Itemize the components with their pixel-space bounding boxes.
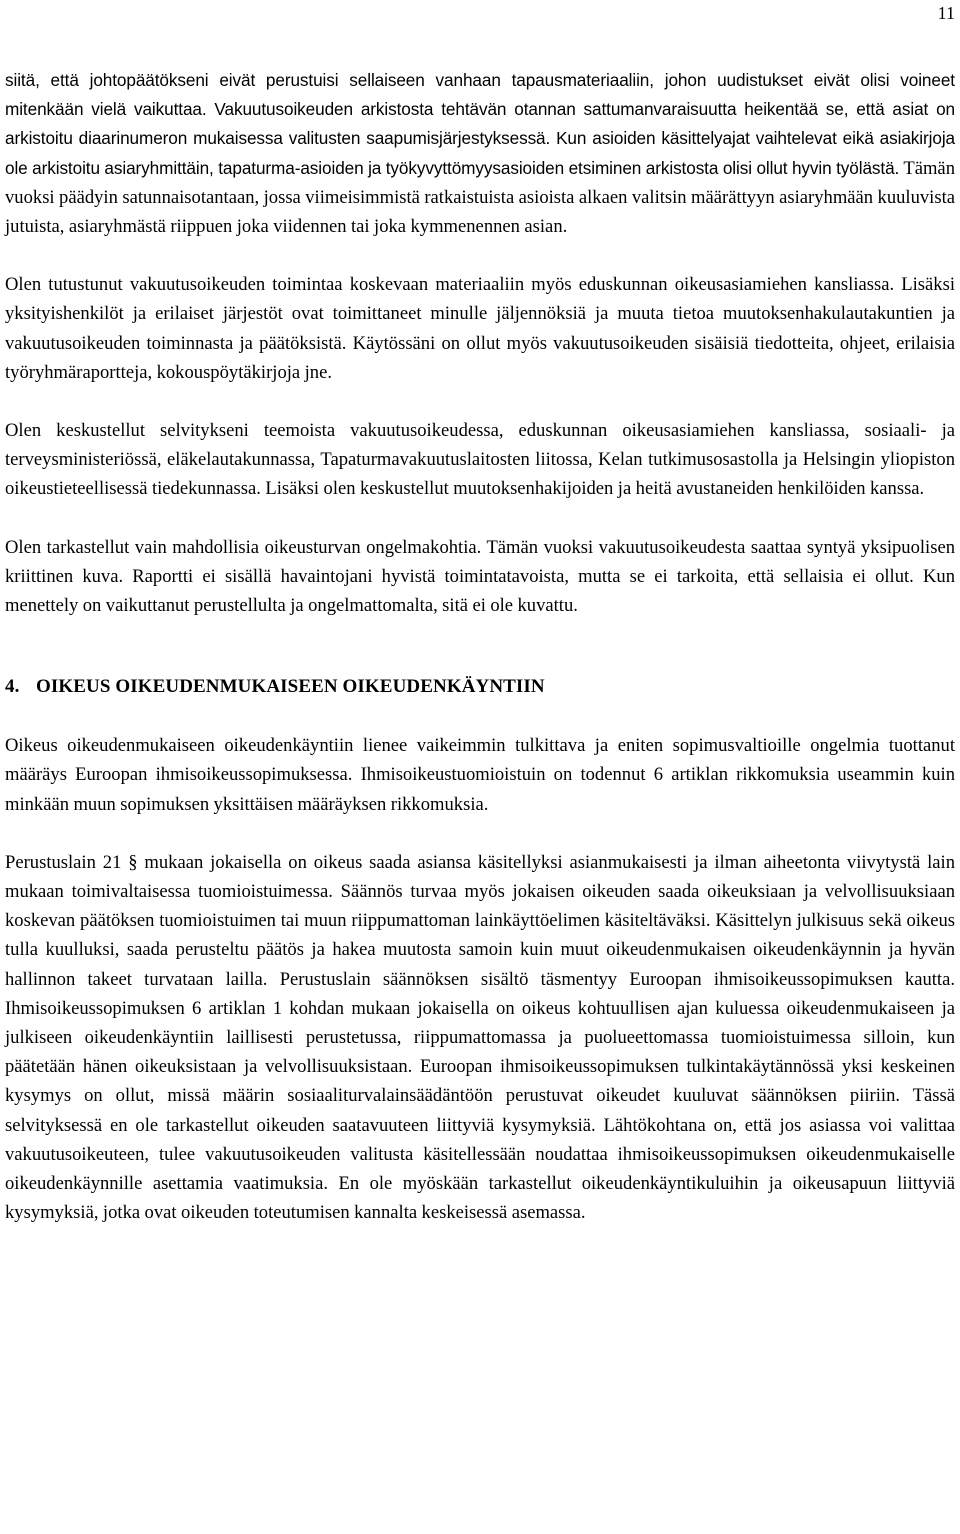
section-heading: [5, 672, 955, 702]
paragraph-gap: [5, 241, 955, 270]
paragraph-constitution-21: Perustuslain 21 § mukaan jokaisella on oikeus saada asiansa käsitellyksi asianmukaisesti ja ilman aiheetonta viivytystä lain mukaan toimivaltaisessa tuomioistuimessa. Säännös turvaa myös jokaisen oikeuden saada oikeuksiaan ja velvollisuuksiaan koskevan päätöksen tuomioistuimen tai muun riippumattoman lainkäyttöelimen käsiteltäväksi. Käsittelyn julkisuus sekä oikeus tulla kuulluksi, saada perusteltu päätös ja hakea muutosta samoin kuin muut oikeudenmukaisen oikeudenkäynnin ja hyvän hallinnon takeet turvataan lailla. Perustuslain säännöksen sisältö täsmentyy Euroopan ihmisoikeussopimuksen kautta. Ihmisoikeussopimuksen 6 artiklan 1 kohdan mukaan jokaisella on oikeus kohtuullisen ajan kuluessa oikeudenmukaiseen ja julkiseen oikeudenkäyntiin laillisesti perustetussa, riippumattomassa ja puolueettomassa tuomioistuimessa silloin, kun päätetään hänen oikeuksistaan ja velvollisuuksistaan. Euroopan ihmisoikeussopimuksen tulkintakäytännössä yksi keskeinen kysymys on ollut, missä määrin sosiaaliturvalainsäädäntöön perustuvat oikeudet kuuluvat säännöksen piiriin. Tässä selvityksessä en ole tarkastellut oikeuden saatavuuteen liittyviä kysymyksiä. Lähtökohtana on, että jos asiassa voi valittaa vakuutusoikeuteen, tulee vakuutusoikeuden valitusta käsitellessään noudattaa ihmisoikeussopimuksen oikeudenmukaiselle oikeudenkäynnille asettamia vaatimuksia. En ole myöskään tarkastellut oikeudenkäyntikuluihin ja oikeusapuun liittyviä kysymyksiä, jotka ovat oikeuden toteutumisen kannalta keskeisessä asemassa.: [5, 851, 955, 1224]
paragraph-sampling-method-serif-text: Tämän vuoksi päädyin satunnaisotantaan, jossa viimeisimmistä ratkaistuista asioista alkaen valitsin määrättyyn asiaryhmään kuuluvista jutuista, asiaryhmästä riippuen joka viidennen tai joka kymmenennen asian.: [5, 157, 956, 238]
paragraph-scope-limits: Olen tarkastellut vain mahdollisia oikeusturvan ongelmakohtia. Tämän vuoksi vakuutusoikeudesta saattaa syntyä yksipuolisen kriittinen kuva. Raportti ei sisällä havaintojani hyvistä toimintatavoista, mutta se ei tarkoita, että sellaisia ei ollut. Kun menettely on vaikuttanut perustellulta ja ongelmattomalta, sitä ei ole kuvattu.: [5, 536, 955, 617]
paragraph-fair-trial-intro: Oikeus oikeudenmukaiseen oikeudenkäyntiin lienee vaikeimmin tulkittava ja eniten sopimusvaltioille ongelmia tuottanut määräys Euroopan ihmisoikeussopimuksessa. Ihmisoikeustuomioistuin on todennut 6 artiklan rikkomuksia useammin kuin minkään muun sopimuksen yksittäisen määräyksen rikkomuksia.: [5, 735, 955, 815]
paragraph-sampling-method-sans-text: siitä, että johtopäätökseni eivät perustuisi sellaiseen vanhaan tapausmateriaaliin, johon uudistukset eivät olisi voineet mitenkään vielä vaikuttaa. Vakuutusoikeuden arkistosta tehtävän otannan sattumanvaraisuutta heikentää se, että asiat on arkistoitu diaarinumeron mukaisessa valitusten saapumisjärjestyksessä. Kun asioiden käsittelyajat vaihtelevat eikä asiakirjoja ole arkistoitu asiaryhmittäin, tapaturma-asioiden ja työkyvyttömyysasioiden etsiminen arkistosta olisi ollut hyvin työlästä.: [5, 70, 955, 178]
page-number: 11: [937, 3, 955, 23]
paragraph-materials: Olen tutustunut vakuutusoikeuden toimintaa koskevaan materiaaliin myös eduskunnan oikeusasiamiehen kansliassa. Lisäksi yksityishenkilöt ja erilaiset järjestöt ovat toimittaneet minulle jäljennöksiä ja muuta tietoa muutoksenhakulautakuntien ja vakuutusoikeuden toiminnasta ja päätöksistä. Käytössäni on ollut myös vakuutusoikeuden sisäisiä tiedotteita, ohjeet, erilaisia työryhmäraportteja, kokouspöytäkirjoja jne.: [5, 274, 955, 383]
section-title: OIKEUS OIKEUDENMUKAISEEN OIKEUDENKÄYNTIIN: [36, 676, 545, 698]
paragraph-gap: [5, 702, 955, 731]
paragraph-discussions: Olen keskustellut selvitykseni teemoista vakuutusoikeudessa, eduskunnan oikeusasiamiehen kansliassa, sosiaali- ja terveysministeriössä, eläkelautakunnassa, Tapaturmavakuutuslaitosten liitossa, Kelan tutkimusosastolla ja Helsingin yliopiston oikeustieteellisessä tiedekunnassa. Lisäksi olen keskustellut muutoksenhakijoiden ja heitä avustaneiden henkilöiden kanssa.: [5, 420, 955, 500]
paragraph-gap: [5, 504, 955, 533]
section-gap: [5, 620, 955, 672]
paragraph-sampling-method: [5, 66, 955, 241]
section-number: 4.: [5, 676, 20, 698]
paragraph-gap: [5, 387, 955, 416]
document-body: [5, 66, 955, 1228]
paragraph-gap: [5, 819, 955, 848]
